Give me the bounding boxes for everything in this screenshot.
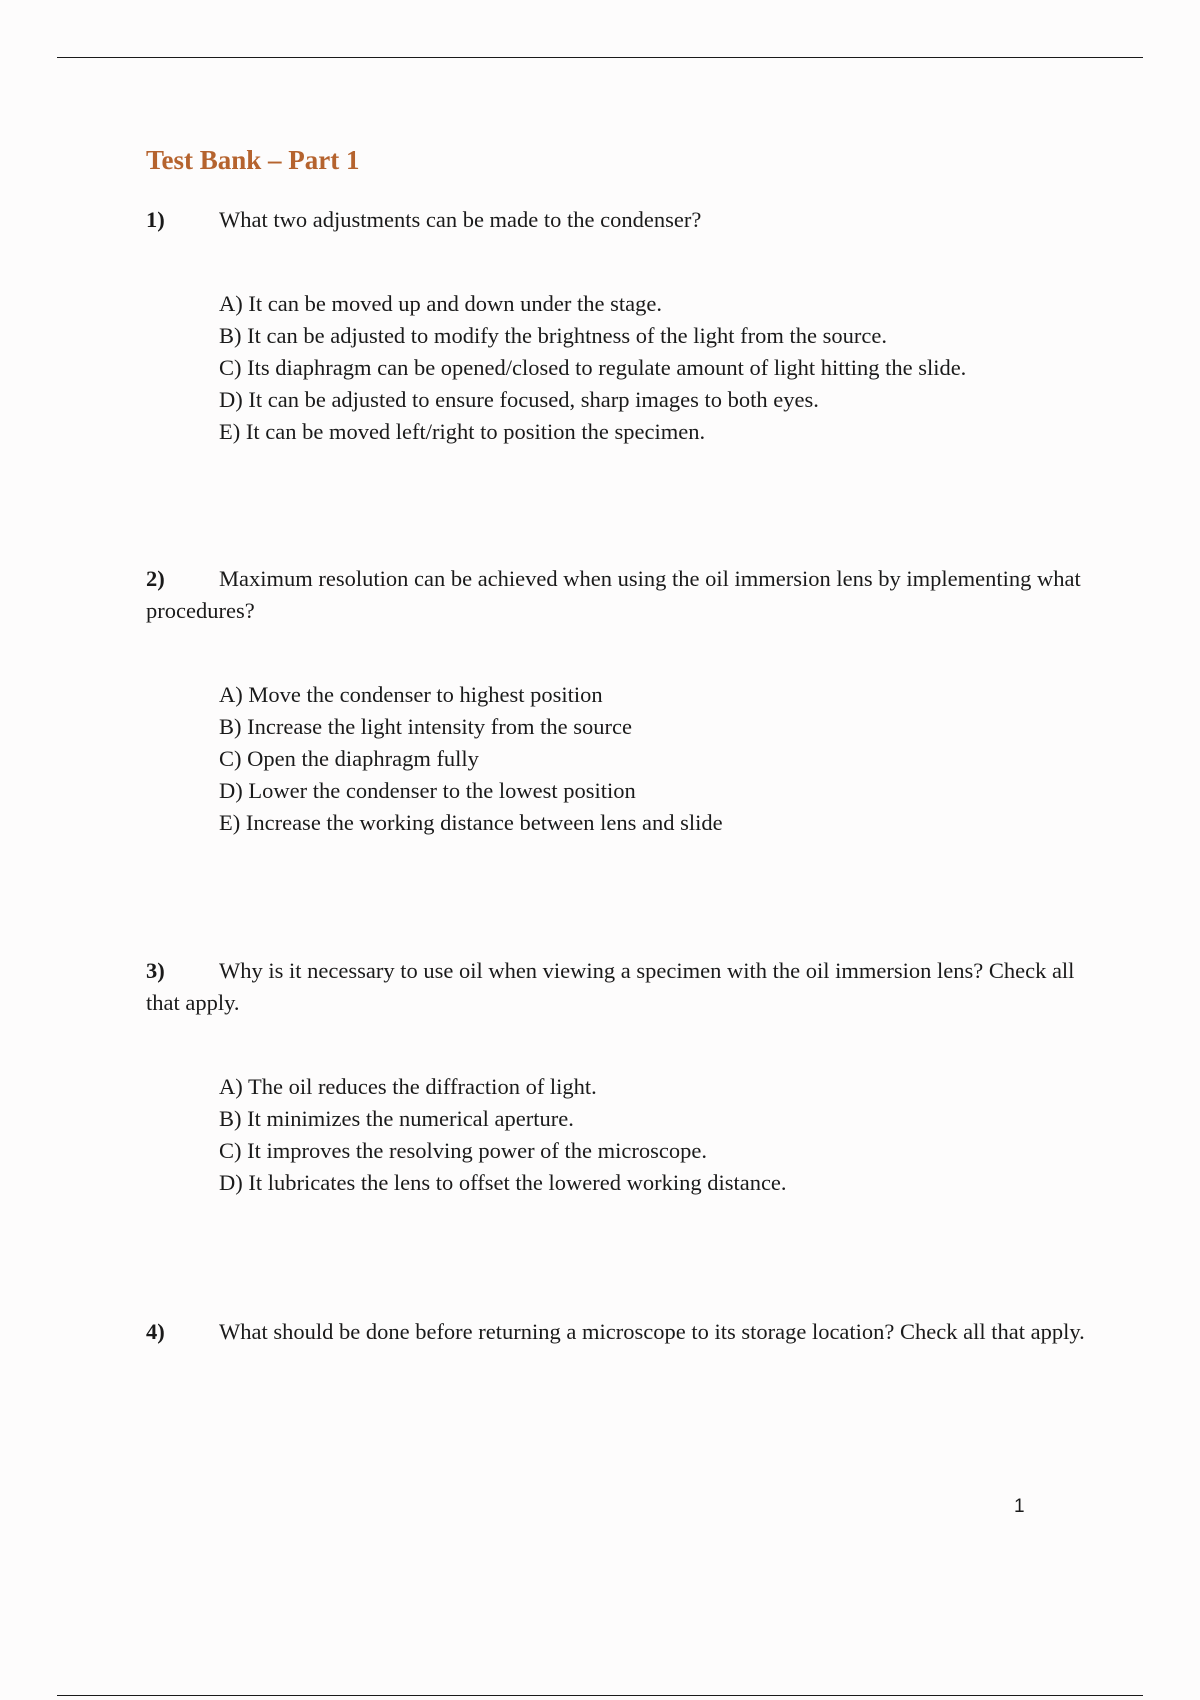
answer-option: C) It improves the resolving power of the microscope. [219, 1138, 708, 1163]
page-title: Test Bank – Part 1 [146, 145, 360, 175]
question-4 [146, 1316, 1106, 1348]
answer-option: E) It can be moved left/right to position the specimen. [219, 419, 706, 444]
question-text: Maximum resolution can be achieved when using the oil immersion lens by implementing what procedures? [146, 566, 1081, 623]
question-3 [146, 955, 1106, 1195]
question-stem [146, 1316, 1106, 1348]
answer-option: D) It can be adjusted to ensure focused, sharp images to both eyes. [219, 387, 819, 412]
question-2 [146, 563, 1106, 835]
question-1 [146, 204, 1106, 444]
question-text: Why is it necessary to use oil when viewing a specimen with the oil immersion lens? Check all that apply. [146, 958, 1075, 1015]
question-stem [146, 563, 1106, 627]
answer-option: C) Open the diaphragm fully [219, 746, 479, 771]
answer-option: A) It can be moved up and down under the stage. [219, 291, 662, 316]
answer-options [219, 1071, 787, 1199]
answer-option: B) Increase the light intensity from the source [219, 714, 632, 739]
answer-option: B) It can be adjusted to modify the brightness of the light from the source. [219, 323, 887, 348]
answer-option: E) Increase the working distance between lens and slide [219, 810, 723, 835]
answer-option: B) It minimizes the numerical aperture. [219, 1106, 574, 1131]
question-text: What should be done before returning a microscope to its storage location? Check all that apply. [219, 1319, 1085, 1344]
answer-option: A) Move the condenser to highest position [219, 682, 603, 707]
answer-option: A) The oil reduces the diffraction of light. [219, 1074, 597, 1099]
answer-options [219, 288, 966, 448]
answer-option: D) It lubricates the lens to offset the lowered working distance. [219, 1170, 787, 1195]
footer-rule [57, 1695, 1143, 1696]
header-rule [57, 57, 1143, 58]
answer-option: C) Its diaphragm can be opened/closed to regulate amount of light hitting the slide. [219, 355, 967, 380]
question-text: What two adjustments can be made to the condenser? [219, 207, 702, 232]
question-stem [146, 955, 1106, 1019]
question-stem [146, 204, 1106, 236]
question-number: 4) [146, 1319, 165, 1344]
answer-options [219, 679, 723, 839]
question-number: 1) [146, 207, 165, 232]
answer-option: D) Lower the condenser to the lowest position [219, 778, 636, 803]
page-number: 1 [1014, 1496, 1025, 1517]
question-number: 3) [146, 958, 165, 983]
question-number: 2) [146, 566, 165, 591]
